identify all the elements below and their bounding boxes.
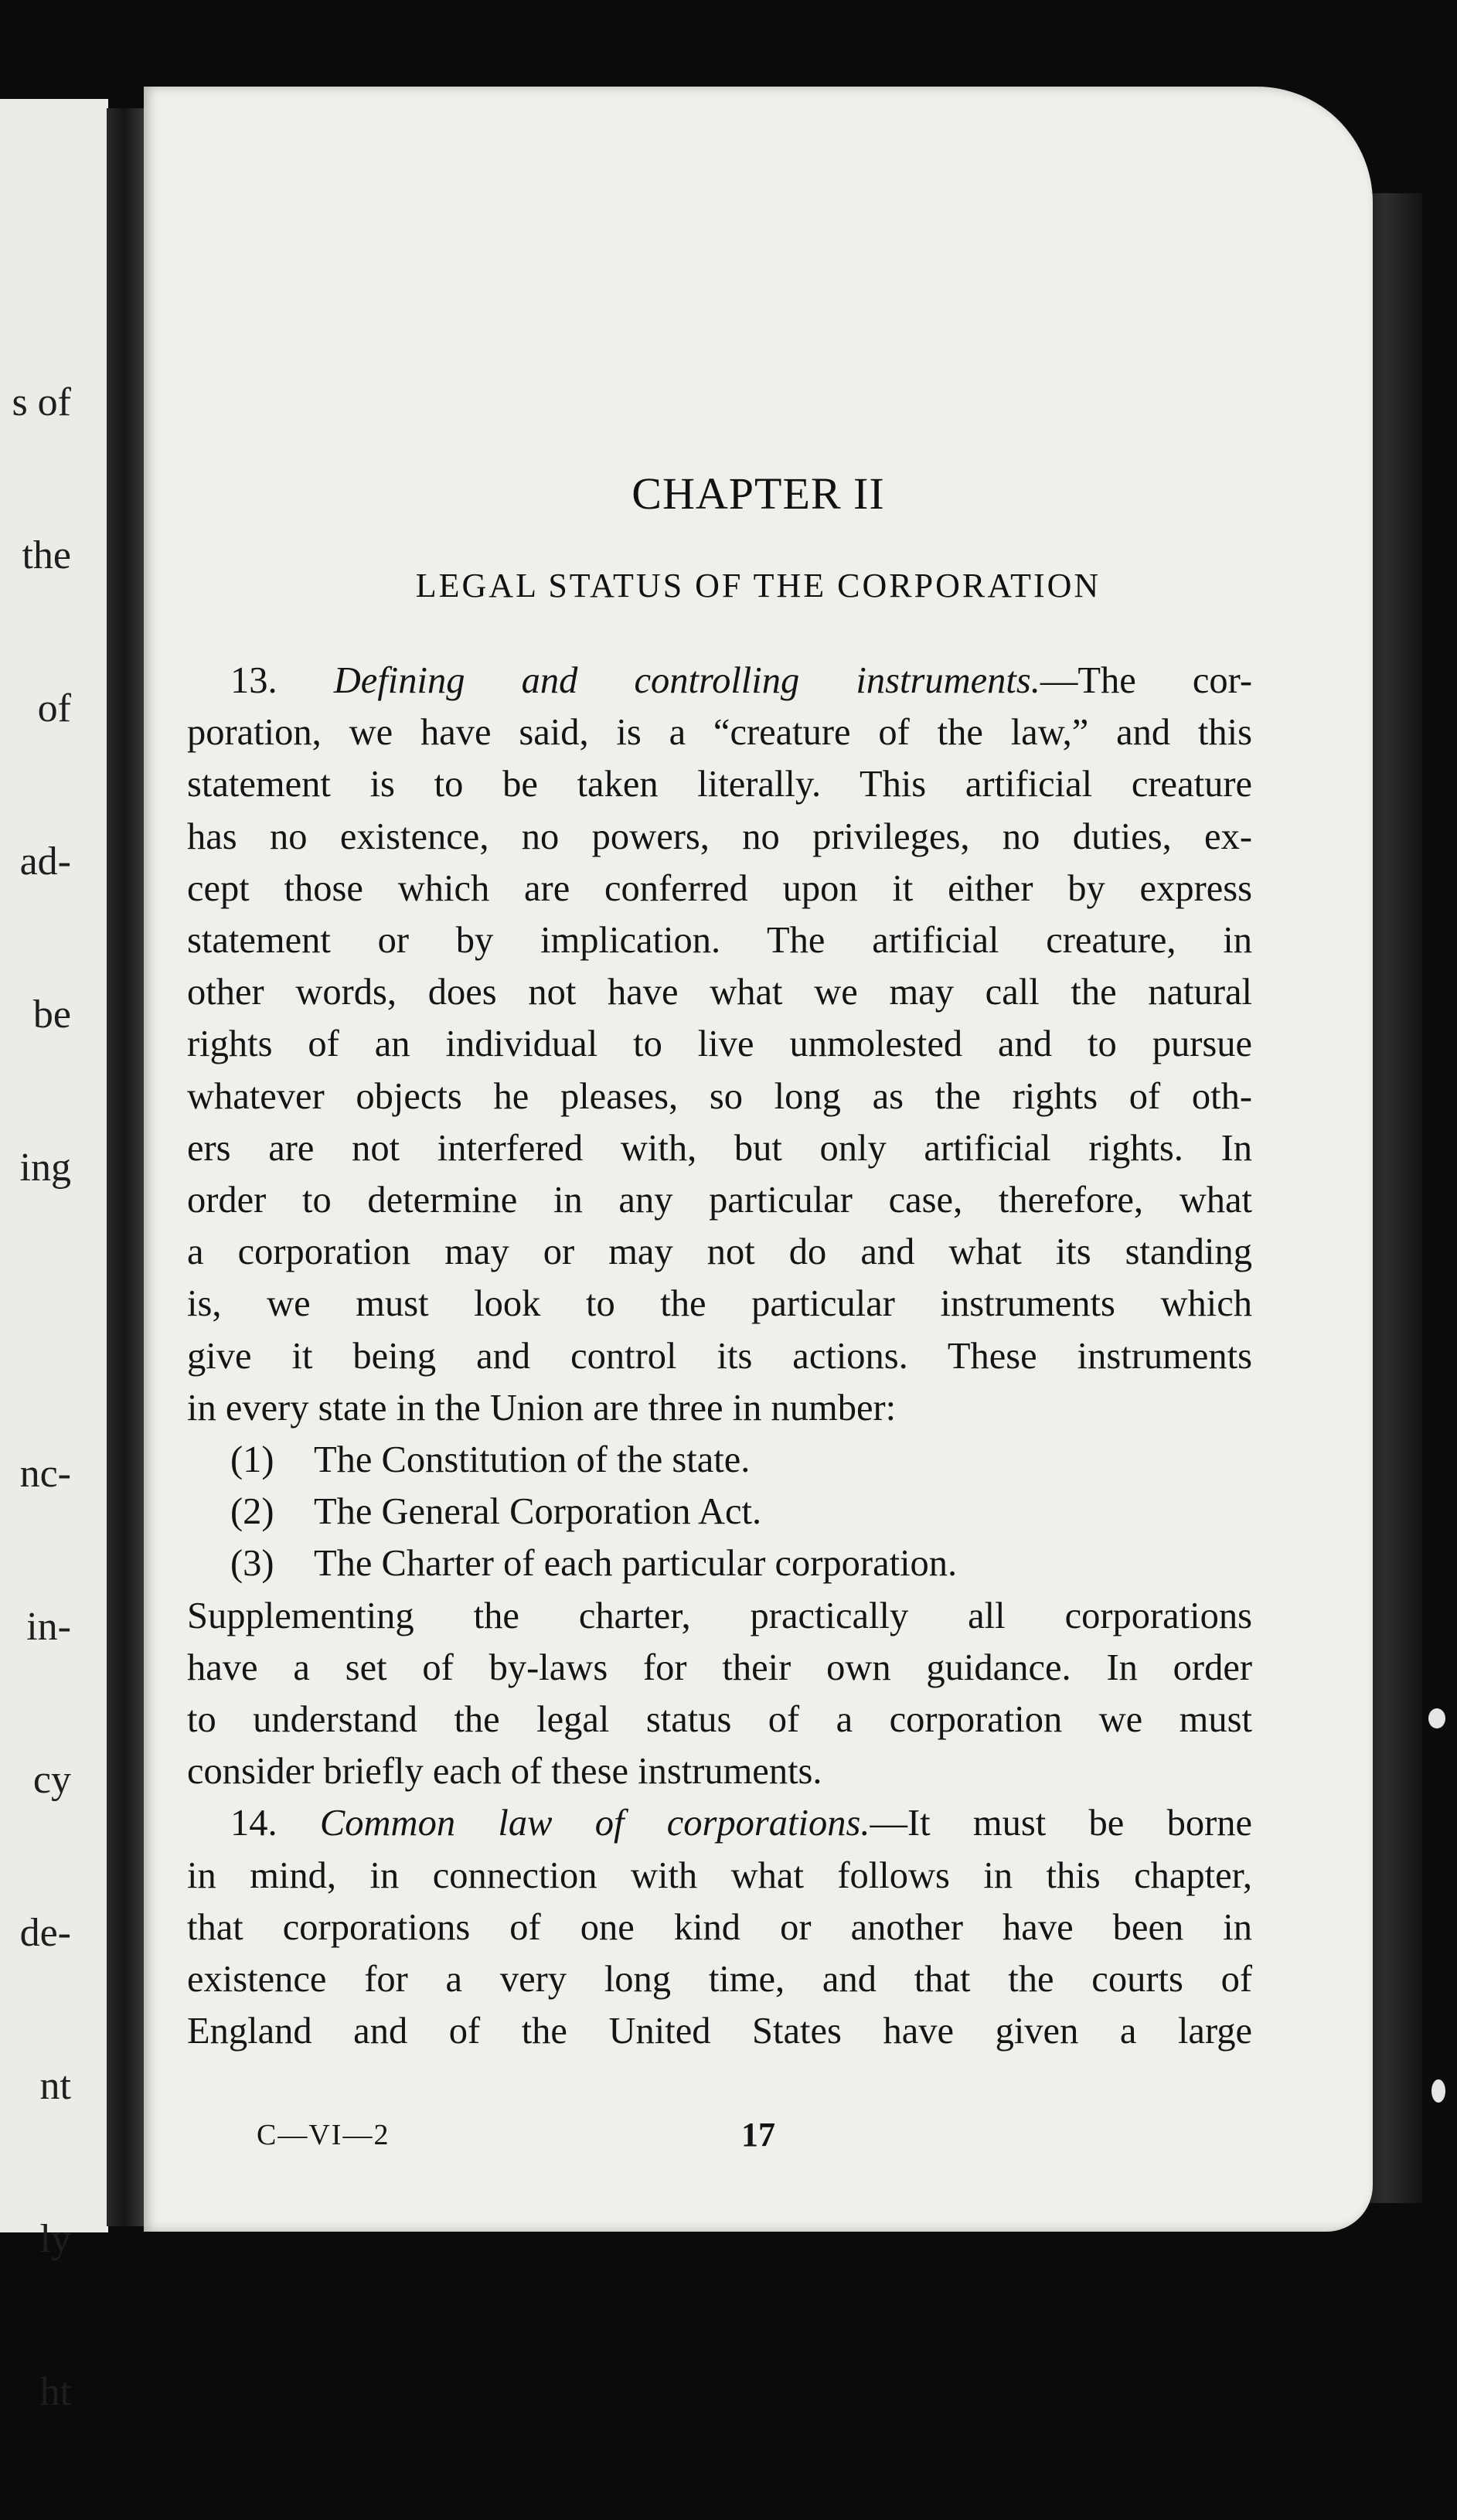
section-number: 13. (230, 660, 277, 701)
text-line: whatever objects he pleases, so long as the rights of oth- (187, 1075, 1252, 1117)
section-14-first-line (187, 1797, 1252, 1849)
section-heading: Defining and controlling instruments. (333, 660, 1040, 701)
text-line: that corporations of one kind or another have been in (187, 1906, 1252, 1948)
signature-mark: C—VI—2 (257, 2119, 390, 2151)
list-item (187, 1486, 1252, 1538)
left-fragment: of (37, 686, 71, 730)
text-line: cept those which are conferred upon it either by express (187, 867, 1252, 909)
text-line: Supplementing the charter, practically all corporations (187, 1595, 1252, 1636)
text-line: have a set of by-laws for their own guidance. In order (187, 1647, 1252, 1688)
left-fragment: ing (19, 1146, 71, 1190)
section-13-first-line (187, 655, 1252, 707)
text-line: order to determine in any particular case, therefore, what (187, 1180, 1252, 1221)
text-line: to understand the legal status of a corporation we must (187, 1699, 1252, 1741)
left-fragment-gap (12, 1296, 71, 1347)
text-line: in mind, in connection with what follows in this chapter, (187, 1854, 1252, 1896)
text-line: consider briefly each of these instruments. (187, 1751, 822, 1793)
list-number: (2) (230, 1491, 274, 1533)
text-line: other words, does not have what we may call the natural (187, 972, 1252, 1013)
chapter-title: CHAPTER II (631, 468, 885, 519)
left-fragment: nc- (19, 1452, 71, 1496)
text-line: —It must be borne (870, 1803, 1252, 1844)
left-fragment: in- (26, 1605, 71, 1649)
left-fragment: cy (32, 1758, 71, 1802)
text-line: —The cor- (1040, 660, 1253, 701)
left-fragment: s of (12, 380, 71, 424)
scan-speck (1428, 1708, 1445, 1728)
text-line: existence for a very long time, and that the courts of (187, 1959, 1252, 2001)
chapter-subtitle: LEGAL STATUS OF THE CORPORATION (415, 567, 1101, 604)
list-number: (3) (230, 1543, 274, 1585)
list-item (187, 1434, 1252, 1486)
list-item (187, 1538, 1252, 1589)
page-number: 17 (741, 2116, 775, 2154)
left-fragment: ht (39, 2370, 71, 2414)
left-fragment: be (32, 993, 71, 1037)
scan-speck (1431, 2079, 1445, 2103)
text-line: give it being and control its actions. These instruments (187, 1335, 1252, 1377)
list-number: (1) (230, 1439, 274, 1481)
text-line: statement or by implication. The artificial creature, in (187, 920, 1252, 962)
left-fragment: nt (39, 2064, 71, 2108)
book-gutter (107, 108, 145, 2226)
text-line: a corporation may or may not do and what its standing (187, 1231, 1252, 1273)
left-fragment: de- (19, 1911, 71, 1955)
text-line: poration, we have said, is a “creature of the law,” and this (187, 712, 1252, 754)
section-heading: Common law of corporations. (319, 1803, 870, 1844)
left-fragment: the (22, 533, 71, 577)
book-page (144, 87, 1373, 2232)
page-body (187, 655, 1252, 2057)
text-line: statement is to be taken literally. This artificial creature (187, 764, 1252, 805)
text-line: has no existence, no powers, no privileges, no duties, ex- (187, 816, 1252, 857)
left-page-text (12, 275, 71, 2520)
text-line: rights of an individual to live unmolested and to pursue (187, 1023, 1252, 1065)
left-fragment: ad- (19, 839, 71, 884)
left-facing-page (0, 99, 108, 2414)
text-line: in every state in the Union are three in number: (187, 1387, 897, 1429)
list-text: The Charter of each particular corporation. (314, 1543, 958, 1585)
text-line: ers are not interfered with, but only artificial rights. In (187, 1127, 1252, 1169)
left-fragment: ly (39, 2217, 71, 2261)
section-number: 14. (230, 1803, 277, 1844)
text-line: England and of the United States have given a large (187, 2011, 1252, 2052)
text-line: is, we must look to the particular instruments which (187, 1283, 1252, 1325)
list-text: The Constitution of the state. (314, 1439, 751, 1481)
list-text: The General Corporation Act. (314, 1491, 762, 1533)
